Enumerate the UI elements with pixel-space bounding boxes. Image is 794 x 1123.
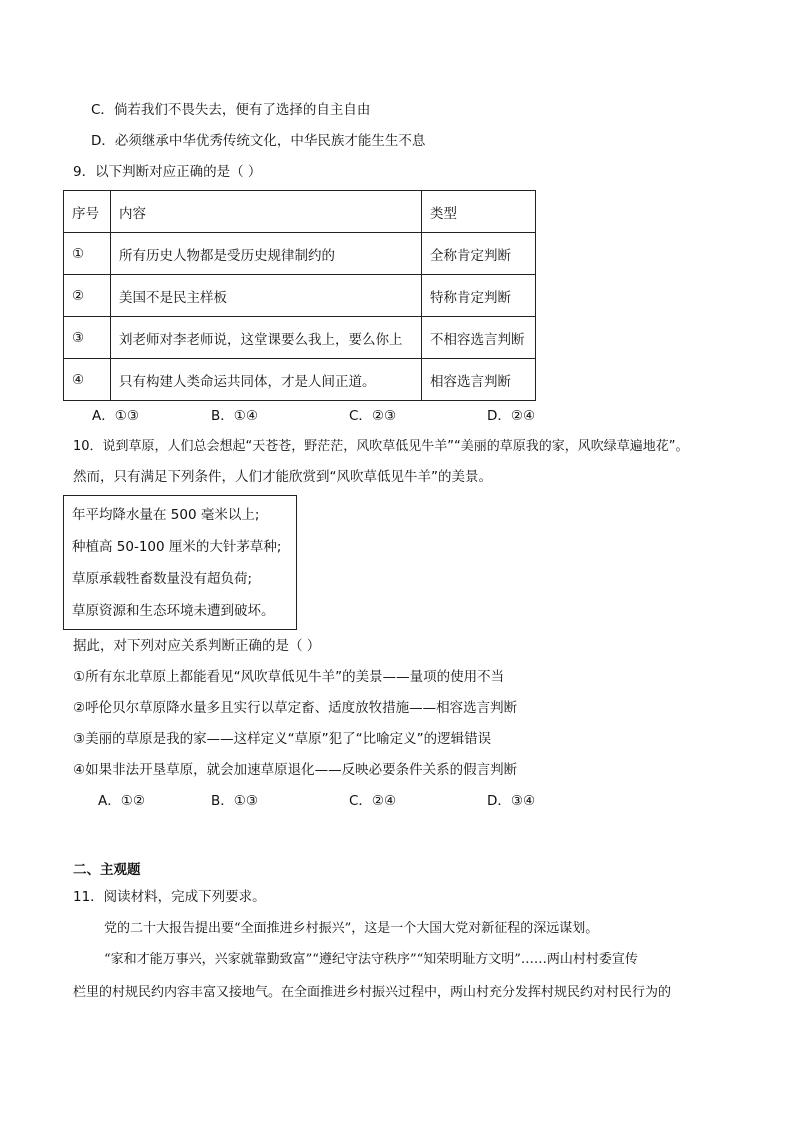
q10-item-3: ③美丽的草原是我的家——这样定义“草原”犯了“比喻定义”的逻辑错误: [73, 731, 492, 747]
q9-option-b[interactable]: B．①④: [211, 408, 258, 424]
table-cell: 所有历史人物都是受历史规律制约的: [111, 233, 422, 275]
table-row: [64, 233, 536, 275]
q10-options: [0, 791, 794, 811]
condition-item: 草原承载牲畜数量没有超负荷;: [72, 571, 253, 587]
q10-stem-line1: 10．说到草原，人们总会想起“天苍苍，野茫茫，风吹草低见牛羊”“美丽的草原我的家，风吹绿草遍地花”。: [73, 439, 689, 454]
q10-option-c[interactable]: C．②④: [349, 793, 397, 809]
q11-paragraph-2-line2: 栏里的村规民约内容丰富又接地气。在全面推进乡村振兴过程中，两山村充分发挥村规民约对村民行为的: [73, 985, 672, 1000]
table-cell: ①: [64, 233, 111, 275]
q10-item-1: ①所有东北草原上都能看见“风吹草低见牛羊”的美景——量项的使用不当: [73, 669, 505, 685]
q10-option-b[interactable]: B．①③: [211, 793, 258, 809]
table-cell: 不相容选言判断: [422, 317, 536, 359]
table-header-row: [64, 191, 536, 233]
condition-item: 种植高 50-100 厘米的大针茅草种;: [72, 539, 282, 555]
table-cell: ②: [64, 275, 111, 317]
section-title: 二、主观题: [73, 862, 141, 878]
q11-paragraph-2-line1: “家和才能万事兴，兴家就靠勤致富”“遵纪守法守秩序”“知荣明耻方文明”……两山村村委宣传: [104, 952, 638, 967]
q11-paragraph-1: 党的二十大报告提出要“全面推进乡村振兴”，这是一个大国大党对新征程的深远谋划。: [104, 921, 599, 936]
condition-item: 草原资源和生态环境未遭到破坏。: [72, 603, 275, 619]
q9-options: [0, 406, 794, 426]
table-header-cell: 内容: [111, 191, 422, 233]
q10-option-d[interactable]: D．③④: [487, 793, 536, 809]
q10-item-4: ④如果非法开垦草原，就会加速草原退化——反映必要条件关系的假言判断: [73, 762, 518, 778]
condition-item: 年平均降水量在 500 毫米以上;: [72, 507, 260, 523]
q9-option-c[interactable]: C．②③: [349, 408, 397, 424]
table-cell: 相容选言判断: [422, 359, 536, 401]
table-cell: 美国不是民主样板: [111, 275, 422, 317]
q10-option-a[interactable]: A．①②: [98, 793, 145, 809]
table-cell: 全称肯定判断: [422, 233, 536, 275]
q9-table: [63, 190, 536, 401]
table-header-cell: 序号: [64, 191, 111, 233]
q9-option-d[interactable]: D．②④: [487, 408, 536, 424]
q11-stem: 11．阅读材料，完成下列要求。: [73, 889, 266, 905]
q10-stem-line2: 然而，只有满足下列条件，人们才能欣赏到“风吹草低见牛羊”的美景。: [73, 469, 492, 485]
table-cell: ③: [64, 317, 111, 359]
table-cell: 特称肯定判断: [422, 275, 536, 317]
table-row: [64, 359, 536, 401]
table-row: [64, 275, 536, 317]
q10-item-2: ②呼伦贝尔草原降水量多且实行以草定畜、适度放牧措施——相容选言判断: [73, 700, 518, 716]
q10-conditions-box: [63, 495, 297, 630]
table-cell: 刘老师对李老师说，这堂课要么我上，要么你上: [111, 317, 422, 359]
table-header-cell: 类型: [422, 191, 536, 233]
table-cell: 只有构建人类命运共同体，才是人间正道。: [111, 359, 422, 401]
q10-question: 据此，对下列对应关系判断正确的是（ ）: [73, 638, 321, 654]
table-row: [64, 317, 536, 359]
q9-stem: 9．以下判断对应正确的是（ ）: [73, 164, 262, 180]
q9-option-a[interactable]: A．①③: [92, 408, 139, 424]
table-cell: ④: [64, 359, 111, 401]
q8-option-c: C．倘若我们不畏失去，便有了选择的自主自由: [91, 102, 371, 118]
q8-option-d: D．必须继承中华优秀传统文化，中华民族才能生生不息: [91, 133, 426, 149]
